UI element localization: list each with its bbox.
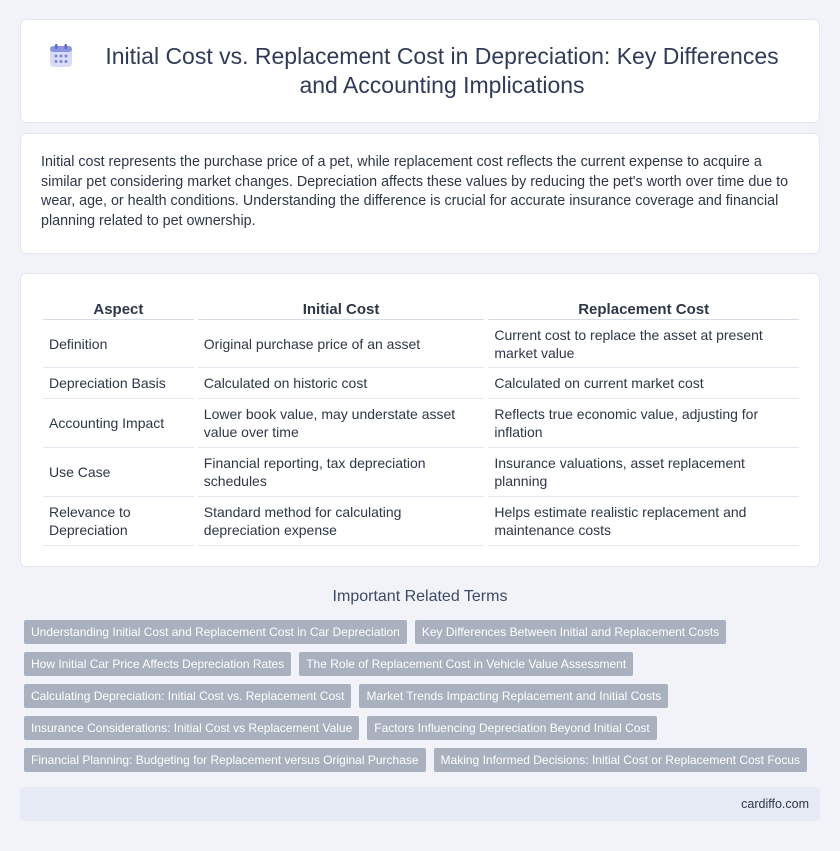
related-term-tag[interactable]: Financial Planning: Budgeting for Replacement versus Original Purchase — [24, 748, 426, 772]
related-term-tag[interactable]: Calculating Depreciation: Initial Cost vs. Replacement Cost — [24, 684, 351, 708]
table-cell: Depreciation Basis — [43, 368, 194, 399]
table-row — [43, 320, 799, 368]
footer-bar — [20, 787, 820, 821]
related-term-tag[interactable]: Market Trends Impacting Replacement and Initial Costs — [359, 684, 668, 708]
column-header-initial-cost: Initial Cost — [198, 294, 485, 320]
comparison-table — [39, 294, 803, 546]
comparison-table-card — [20, 273, 820, 567]
table-cell: Use Case — [43, 448, 194, 497]
related-terms-list — [24, 620, 824, 780]
table-cell: Helps estimate realistic replacement and maintenance costs — [488, 497, 799, 546]
column-header-aspect: Aspect — [43, 294, 194, 320]
table-row — [43, 399, 799, 448]
table-cell: Calculated on current market cost — [488, 368, 799, 399]
table-cell: Insurance valuations, asset replacement planning — [488, 448, 799, 497]
table-cell: Definition — [43, 320, 194, 368]
table-cell: Financial reporting, tax depreciation schedules — [198, 448, 485, 497]
summary-card — [20, 133, 820, 254]
table-cell: Reflects true economic value, adjusting for inflation — [488, 399, 799, 448]
table-cell: Current cost to replace the asset at present market value — [488, 320, 799, 368]
related-terms-heading: Important Related Terms — [332, 588, 508, 605]
summary-text: Initial cost represents the purchase price of a pet, while replacement cost reflects the current expense to acquire a similar pet considering market changes. Depreciation affects these values by reducing the pet's worth over time due to wear, age, or health conditions. Understanding the difference is crucial for accurate insurance coverage and financial planning related to pet ownership. — [41, 154, 789, 229]
table-header-row — [43, 294, 799, 320]
table-cell: Lower book value, may understate asset value over time — [198, 399, 485, 448]
table-row — [43, 368, 799, 399]
table-row — [43, 497, 799, 546]
page-title: Initial Cost vs. Replacement Cost in Depreciation: Key Differences and Accounting Implications — [105, 43, 779, 98]
header-card — [20, 19, 820, 123]
footer-site-link[interactable]: cardiffo.com — [741, 797, 809, 811]
table-cell: Original purchase price of an asset — [198, 320, 485, 368]
table-cell: Relevance to Depreciation — [43, 497, 194, 546]
calendar-icon — [48, 43, 74, 69]
related-term-tag[interactable]: Making Informed Decisions: Initial Cost or Replacement Cost Focus — [434, 748, 807, 772]
table-cell: Calculated on historic cost — [198, 368, 485, 399]
column-header-replacement-cost: Replacement Cost — [488, 294, 799, 320]
related-term-tag[interactable]: How Initial Car Price Affects Depreciation Rates — [24, 652, 291, 676]
table-cell: Standard method for calculating depreciation expense — [198, 497, 485, 546]
related-term-tag[interactable]: Insurance Considerations: Initial Cost vs Replacement Value — [24, 716, 359, 740]
related-term-tag[interactable]: Understanding Initial Cost and Replacement Cost in Car Depreciation — [24, 620, 407, 644]
table-row — [43, 448, 799, 497]
related-term-tag[interactable]: Key Differences Between Initial and Replacement Costs — [415, 620, 726, 644]
related-term-tag[interactable]: Factors Influencing Depreciation Beyond Initial Cost — [367, 716, 656, 740]
related-term-tag[interactable]: The Role of Replacement Cost in Vehicle Value Assessment — [299, 652, 633, 676]
table-cell: Accounting Impact — [43, 399, 194, 448]
